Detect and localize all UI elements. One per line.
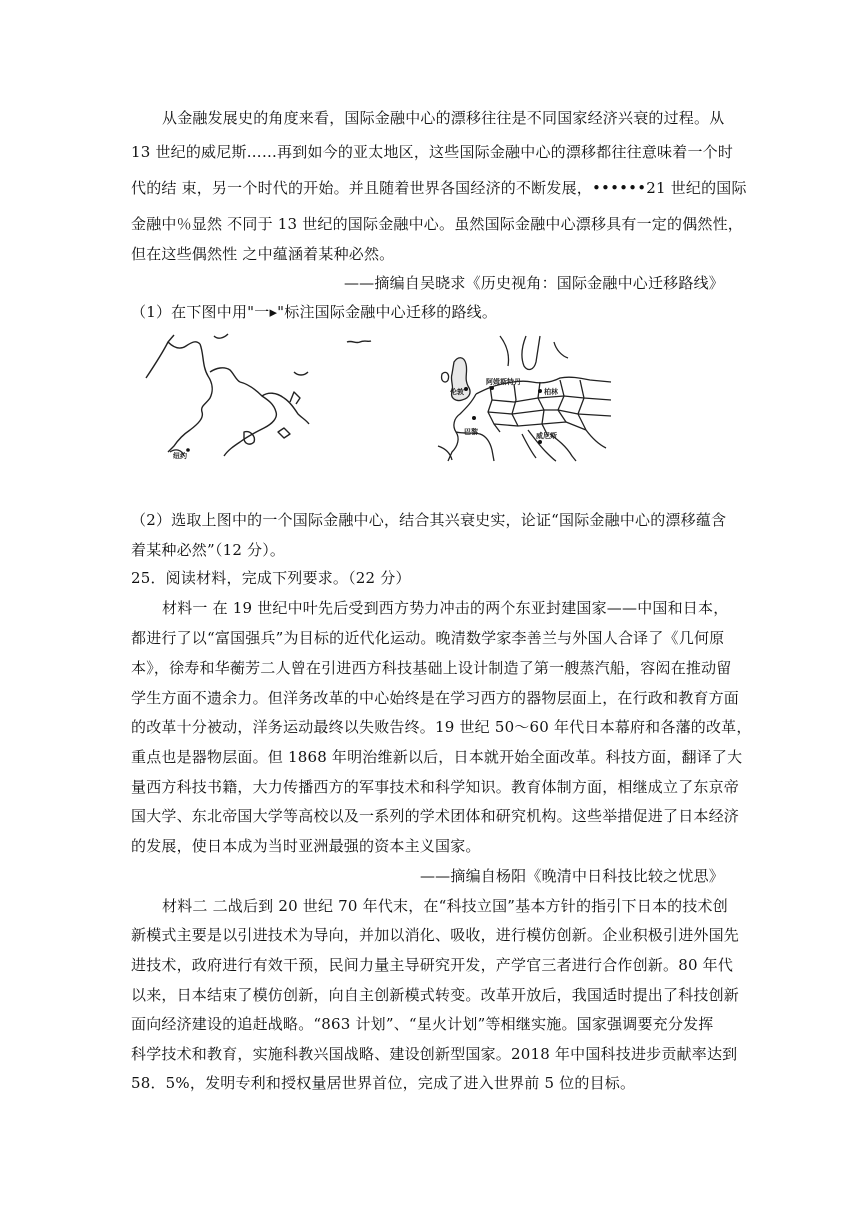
material-1-line: 重点也是器物层面。但 1868 年明治维新以后，日本就开始全面改革。科技方面，翻译了大 [131,748,743,766]
city-label-amsterdam: 阿姆斯特丹 [486,378,521,386]
material-2-line: 以来，日本结束了模仿创新，向自主创新模式转变。改革开放后，我国适时提出了科技创新 [131,986,740,1004]
question-2-line: （2）选取上图中的一个国际金融中心，结合其兴衰史实，论证“国际金融中心的漂移蕴含 [131,511,727,529]
passage-line: 代的结 束，另一个时代的开始。并且随着世界各国经济的不断发展，••••••21 世纪的国际 [131,179,747,197]
material-1-line: 量西方科技书籍，大力传播西方的军事技术和科学知识。教育体制方面，相继成立了东京帝 [131,778,740,796]
passage-source: ——摘编自吴晓求《历史视角：国际金融中心迁移路线》 [343,274,724,292]
city-label-venice: 威尼斯 [536,432,557,440]
question-2-line: 着某种必然”（12 分）。 [131,541,286,559]
city-label-london: 伦敦 [450,388,464,396]
material-1-line: 都进行了以“富国强兵”为目标的近代化运动。晚清数学家李善兰与外国人合译了《几何原 [131,629,725,647]
material-1-source: ——摘编自杨阳《晚清中日科技比较之忧思》 [419,867,724,885]
material-1-line: 的发展，使日本成为当时亚洲最强的资本主义国家。 [131,837,481,855]
material-2-line: 进技术，政府进行有效干预，民间力量主导研究开发，产学官三者进行合作创新。80 年代 [131,956,734,974]
material-2-line: 材料二 二战后到 20 世纪 70 年代末，在“科技立国”基本方针的指引下日本的技术创 [162,897,728,915]
material-2-line: 科学技术和教育，实施科教兴国战略、建设创新型国家。2018 年中国科技进步贡献率达到 [131,1045,738,1063]
material-2-line: 面向经济建设的追赶战略。“863 计划”、“星火计划”等相继实施。国家强调要充分发挥 [131,1015,714,1033]
material-1-line: 学生方面不遗余力。但洋务改革的中心始终是在学习西方的器物层面上，在行政和教育方面 [131,689,740,707]
question-1: （1）在下图中用"一▸"标注国际金融中心迁移的路线。 [131,303,498,321]
question-25-heading: 25．阅读材料，完成下列要求。（22 分） [131,569,411,587]
map-fragment [346,336,372,350]
material-1-line: 本》，徐寿和华蘅芳二人曾在引进西方科技基础上设计制造了第一艘蒸汽船，容闳在推动留 [131,659,732,677]
city-label-paris: 巴黎 [464,428,478,436]
map-north-america [144,332,310,460]
material-1-line: 的改革十分被动，洋务运动最终以失败告终。19 世纪 50～60 年代日本幕府和各藩的改革， [131,718,752,736]
map-europe [430,334,612,462]
passage-line: 13 世纪的威尼斯……再到如今的亚太地区，这些国际金融中心的漂移都往往意味着一个时 [131,143,734,161]
passage-line: 金融中％显然 不同于 13 世纪的国际金融中心。虽然国际金融中心漂移具有一定的偶然性， [131,215,743,233]
material-2-line: 58．5%，发明专利和授权量居世界首位，完成了进入世界前 5 位的目标。 [131,1074,636,1092]
city-label-newyork: 纽约 [173,452,187,460]
material-2-line: 新模式主要是以引进技术为导向，并加以消化、吸收，进行模仿创新。企业积极引进外国先 [131,926,740,944]
passage-line: 从金融发展史的角度来看，国际金融中心的漂移往往是不同国家经济兴衰的过程。从 [162,109,725,127]
material-1-line: 材料一 在 19 世纪中叶先后受到西方势力冲击的两个东亚封建国家——中国和日本， [162,599,729,617]
passage-line: 但在这些偶然性 之中蕴涵着某种必然。 [131,245,395,263]
material-1-line: 国大学、东北帝国大学等高校以及一系列的学术团体和研究机构。这些举措促进了日本经济 [131,807,740,825]
city-label-berlin: 柏林 [544,388,558,396]
